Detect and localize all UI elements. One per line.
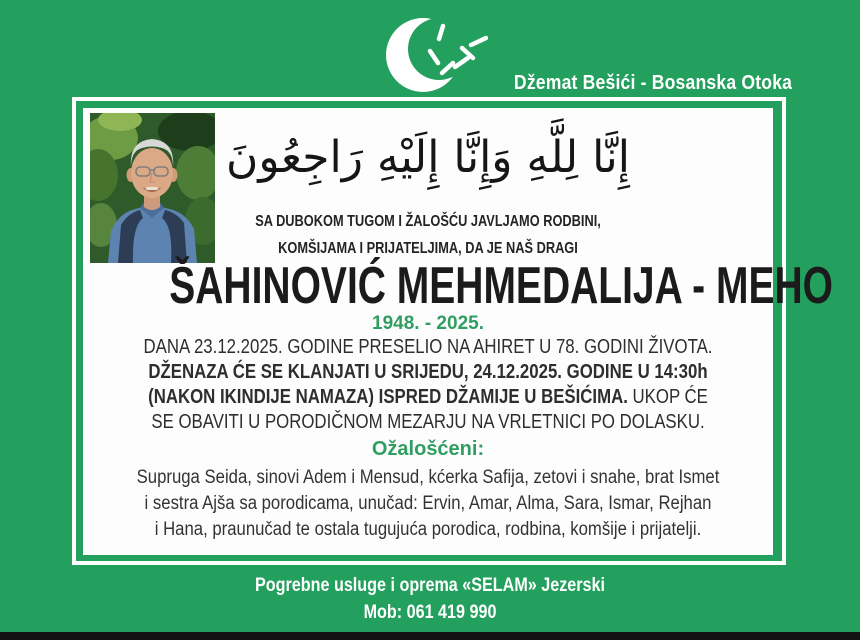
notice-card (83, 108, 833, 555)
community-name: Džemat Bešići - Bosanska Otoka (513, 72, 792, 94)
phone-line: Mob: 061 419 990 (363, 602, 497, 623)
intro-line-2: KOMŠIJAMA I PRIJATELJIMA, DA JE NAŠ DRAGI (278, 240, 578, 257)
mourners-line-3: i Hana, praunučad te ostala tugujuća porodica, rodbina, komšije i prijatelji. (154, 519, 702, 540)
arabic-calligraphy: إِنَّا لِلَّهِ وَإِنَّا إِلَيْهِ رَاجِعُونَ (226, 132, 630, 183)
body-line-1: DANA 23.12.2025. GODINE PRESELIO NA AHIRET U 78. GODINI ŽIVOTA. (143, 336, 713, 358)
body-line-3-bold: (NAKON IKINDIJE NAMAZA) ISPRED DŽAMIJE U BEŠIĆIMA. (148, 386, 628, 408)
intro-text (152, 208, 704, 262)
crescent-and-star-icon (383, 13, 488, 98)
mourners-line-1: Supruga Seida, sinovi Adem i Mensud, kćerka Safija, zetovi i snahe, brat Ismet (136, 467, 720, 488)
funeral-service-line: Pogrebne usluge i oprema «SELAM» Jezerski (254, 575, 606, 596)
body-line-4: SE OBAVITI U PORODIČNOM MEZARJU NA VRLETNICI PO DOLASKU. (151, 411, 705, 433)
mourners-list (124, 465, 731, 543)
bottom-bar (0, 632, 860, 640)
body-line-3-regular: UKOP ĆE (627, 386, 708, 408)
footer (65, 572, 796, 626)
intro-line-1: SA DUBOKOM TUGOM I ŽALOŠĆU JAVLJAMO RODBINI, (255, 213, 601, 230)
body-line-3 (138, 385, 718, 410)
crescent-icon (386, 18, 470, 92)
mourners-heading: Ožalošćeni: (371, 438, 485, 460)
body-line-2: DŽENAZA ĆE SE KLANJATI U SRIJEDU, 24.12.2025. GODINE U 14:30h (148, 361, 708, 383)
mourners-line-2: i sestra Ajša sa porodicama, unučad: Ervin, Amar, Alma, Sara, Ismar, Rejhan (144, 493, 712, 514)
life-years: 1948. - 2025. (372, 313, 484, 334)
deceased-name: ŠAHINOVIĆ MEHMEDALIJA - MEHO (169, 257, 833, 315)
notice-body (138, 335, 718, 435)
